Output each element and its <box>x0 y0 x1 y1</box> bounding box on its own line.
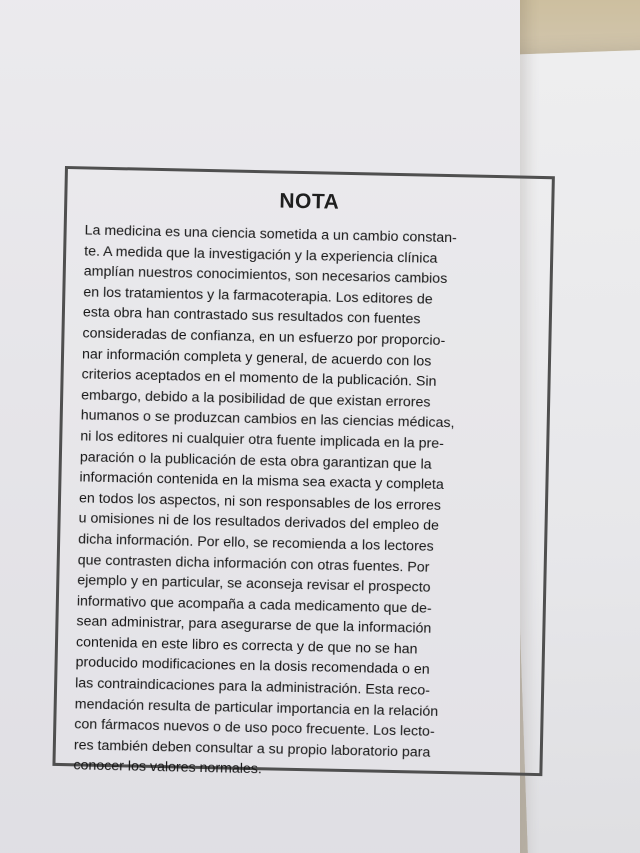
note-line: humanos o se produzcan cambios en las ciencias médicas, <box>80 407 455 432</box>
note-line: consideradas de confianza, en un esfuerzo por proporcio- <box>82 325 446 349</box>
note-line: dicha información. Por ello, se recomienda a los lectores <box>78 531 434 555</box>
note-line: ni los editores ni cualquier otra fuente implicada en la pre- <box>80 428 444 452</box>
note-line: con fármacos nuevos o de uso poco frecuente. Los lecto- <box>74 716 435 741</box>
note-line: amplían nuestros conocimientos, son necesarios cambios <box>83 263 448 288</box>
note-line: sean administrar, para asegurarse de que la información <box>76 613 432 638</box>
note-line: informativo que acompaña a cada medicamento que de- <box>76 593 432 617</box>
note-line: las contraindicaciones para la administración. Esta reco- <box>74 675 431 699</box>
note-box <box>52 166 554 776</box>
note-line: mendación resulta de particular importancia en la relación <box>74 695 439 720</box>
note-line: res también deben consultar a su propio laboratorio para <box>73 737 431 761</box>
note-line: criterios aceptados en el momento de la publicación. Sin <box>81 366 437 390</box>
note-title: NOTA <box>279 189 340 214</box>
note-line: embargo, debido a la posibilidad de que existan errores <box>81 387 431 411</box>
note-line: te. A medida que la investigación y la experiencia clínica <box>84 243 438 267</box>
note-line: en los tratamientos y la farmacoterapia. Los editores de <box>83 284 433 308</box>
note-line: que contrasten dicha información con otras fuentes. Por <box>77 551 430 576</box>
note-line: ejemplo y en particular, se aconseja revisar el prospecto <box>77 572 431 596</box>
note-line: conocer los valores normales. <box>73 757 263 778</box>
note-line: contenida en este libro es correcta y de que no se han <box>75 634 418 658</box>
note-line: nar información completa y general, de acuerdo con los <box>81 345 432 370</box>
note-body <box>73 220 541 785</box>
note-line: información contenida en la misma sea exacta y completa <box>79 469 444 494</box>
note-line: producido modificaciones en la dosis recomendada o en <box>75 654 430 679</box>
note-line: u omisiones ni de los resultados derivados del empleo de <box>78 510 440 535</box>
note-line: La medicina es una ciencia sometida a un cambio constan- <box>84 222 457 247</box>
note-line: en todos los aspectos, ni son responsables de los errores <box>78 490 442 514</box>
note-line: paración o la publicación de esta obra garantizan que la <box>79 448 432 473</box>
note-line: esta obra han contrastado sus resultados con fuentes <box>82 304 421 328</box>
